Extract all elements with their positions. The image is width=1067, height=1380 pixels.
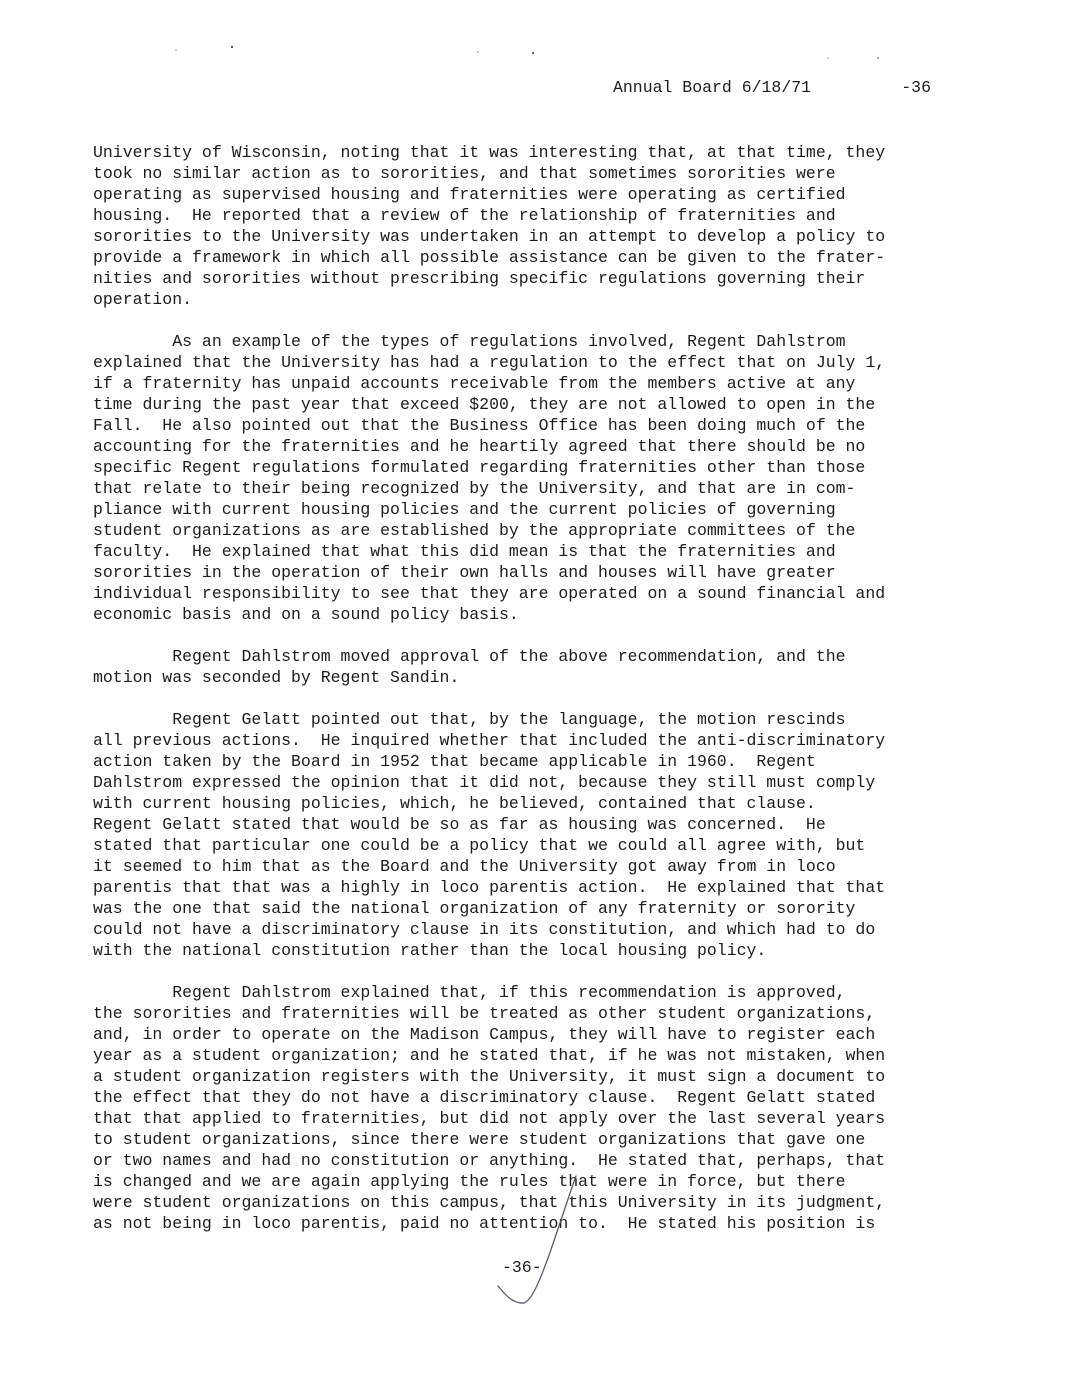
text-line: sororities to the University was undertaken in an attempt to develop a policy to bbox=[93, 227, 886, 246]
text-line: motion was seconded by Regent Sandin. bbox=[93, 668, 460, 687]
text-line: was the one that said the national organization of any fraternity or sorority bbox=[93, 899, 856, 918]
text-line: and, in order to operate on the Madison Campus, they will have to register each bbox=[93, 1025, 876, 1044]
text-line: were student organizations on this campus, that this University in its judgment, bbox=[93, 1193, 886, 1212]
text-line: individual responsibility to see that they are operated on a sound financial and bbox=[93, 584, 886, 603]
document-body bbox=[93, 142, 938, 1234]
text-line: housing. He reported that a review of the relationship of fraternities and bbox=[93, 206, 836, 225]
text-line: student organizations as are established by the appropriate committees of the bbox=[93, 521, 856, 540]
text-line: faculty. He explained that what this did mean is that the fraternities and bbox=[93, 542, 836, 561]
text-line: accounting for the fraternities and he heartily agreed that there should be no bbox=[93, 437, 866, 456]
text-line: Regent Gelatt stated that would be so as far as housing was concerned. He bbox=[93, 815, 826, 834]
paragraph bbox=[93, 646, 938, 688]
text-line: economic basis and on a sound policy basis. bbox=[93, 605, 519, 624]
text-line: that relate to their being recognized by the University, and that are in com- bbox=[93, 479, 856, 498]
text-line: that that applied to fraternities, but did not apply over the last several years bbox=[93, 1109, 886, 1128]
text-line: took no similar action as to sororities, and that sometimes sororities were bbox=[93, 164, 836, 183]
text-line: with the national constitution rather than the local housing policy. bbox=[93, 941, 767, 960]
text-line: Regent Dahlstrom moved approval of the above recommendation, and the bbox=[93, 647, 846, 666]
paragraph bbox=[93, 331, 938, 625]
text-line: explained that the University has had a regulation to the effect that on July 1, bbox=[93, 353, 886, 372]
text-line: nities and sororities without prescribing specific regulations governing their bbox=[93, 269, 866, 288]
text-line: if a fraternity has unpaid accounts receivable from the members active at any bbox=[93, 374, 856, 393]
text-line: it seemed to him that as the Board and the University got away from in loco bbox=[93, 857, 836, 876]
header-title: Annual Board 6/18/71 bbox=[613, 78, 812, 97]
text-line: year as a student organization; and he stated that, if he was not mistaken, when bbox=[93, 1046, 886, 1065]
text-line: time during the past year that exceed $200, they are not allowed to open in the bbox=[93, 395, 876, 414]
footer-page-number: -36- bbox=[502, 1258, 542, 1277]
text-line: operating as supervised housing and fraternities were operating as certified bbox=[93, 185, 846, 204]
text-line: the sororities and fraternities will be treated as other student organizations, bbox=[93, 1004, 876, 1023]
text-line: all previous actions. He inquired whether that included the anti-discriminatory bbox=[93, 731, 886, 750]
text-line: parentis that that was a highly in loco parentis action. He explained that that bbox=[93, 878, 886, 897]
text-line: Fall. He also pointed out that the Business Office has been doing much of the bbox=[93, 416, 866, 435]
scan-specks bbox=[0, 0, 1067, 80]
paragraph bbox=[93, 709, 938, 961]
text-line: or two names and had no constitution or anything. He stated that, perhaps, that bbox=[93, 1151, 886, 1170]
header-page-number: -36 bbox=[901, 78, 931, 97]
text-line: Regent Dahlstrom explained that, if this recommendation is approved, bbox=[93, 983, 846, 1002]
text-line: a student organization registers with the University, it must sign a document to bbox=[93, 1067, 886, 1086]
text-line: Dahlstrom expressed the opinion that it did not, because they still must comply bbox=[93, 773, 876, 792]
text-line: As an example of the types of regulations involved, Regent Dahlstrom bbox=[93, 332, 846, 351]
handwritten-checkmark bbox=[492, 1170, 582, 1310]
text-line: provide a framework in which all possible assistance can be given to the frater- bbox=[93, 248, 886, 267]
text-line: as not being in loco parentis, paid no attention to. He stated his position is bbox=[93, 1214, 876, 1233]
text-line: sororities in the operation of their own halls and houses will have greater bbox=[93, 563, 836, 582]
paragraph bbox=[93, 142, 938, 310]
text-line: stated that particular one could be a policy that we could all agree with, but bbox=[93, 836, 866, 855]
text-line: with current housing policies, which, he believed, contained that clause. bbox=[93, 794, 816, 813]
text-line: could not have a discriminatory clause in its constitution, and which had to do bbox=[93, 920, 876, 939]
text-line: operation. bbox=[93, 290, 193, 309]
text-line: to student organizations, since there were student organizations that gave one bbox=[93, 1130, 866, 1149]
text-line: specific Regent regulations formulated regarding fraternities other than those bbox=[93, 458, 866, 477]
text-line: University of Wisconsin, noting that it was interesting that, at that time, they bbox=[93, 143, 886, 162]
text-line: is changed and we are again applying the rules that were in force, but there bbox=[93, 1172, 846, 1191]
text-line: the effect that they do not have a discriminatory clause. Regent Gelatt stated bbox=[93, 1088, 876, 1107]
text-line: pliance with current housing policies and the current policies of governing bbox=[93, 500, 836, 519]
text-line: Regent Gelatt pointed out that, by the language, the motion rescinds bbox=[93, 710, 846, 729]
text-line: action taken by the Board in 1952 that became applicable in 1960. Regent bbox=[93, 752, 816, 771]
